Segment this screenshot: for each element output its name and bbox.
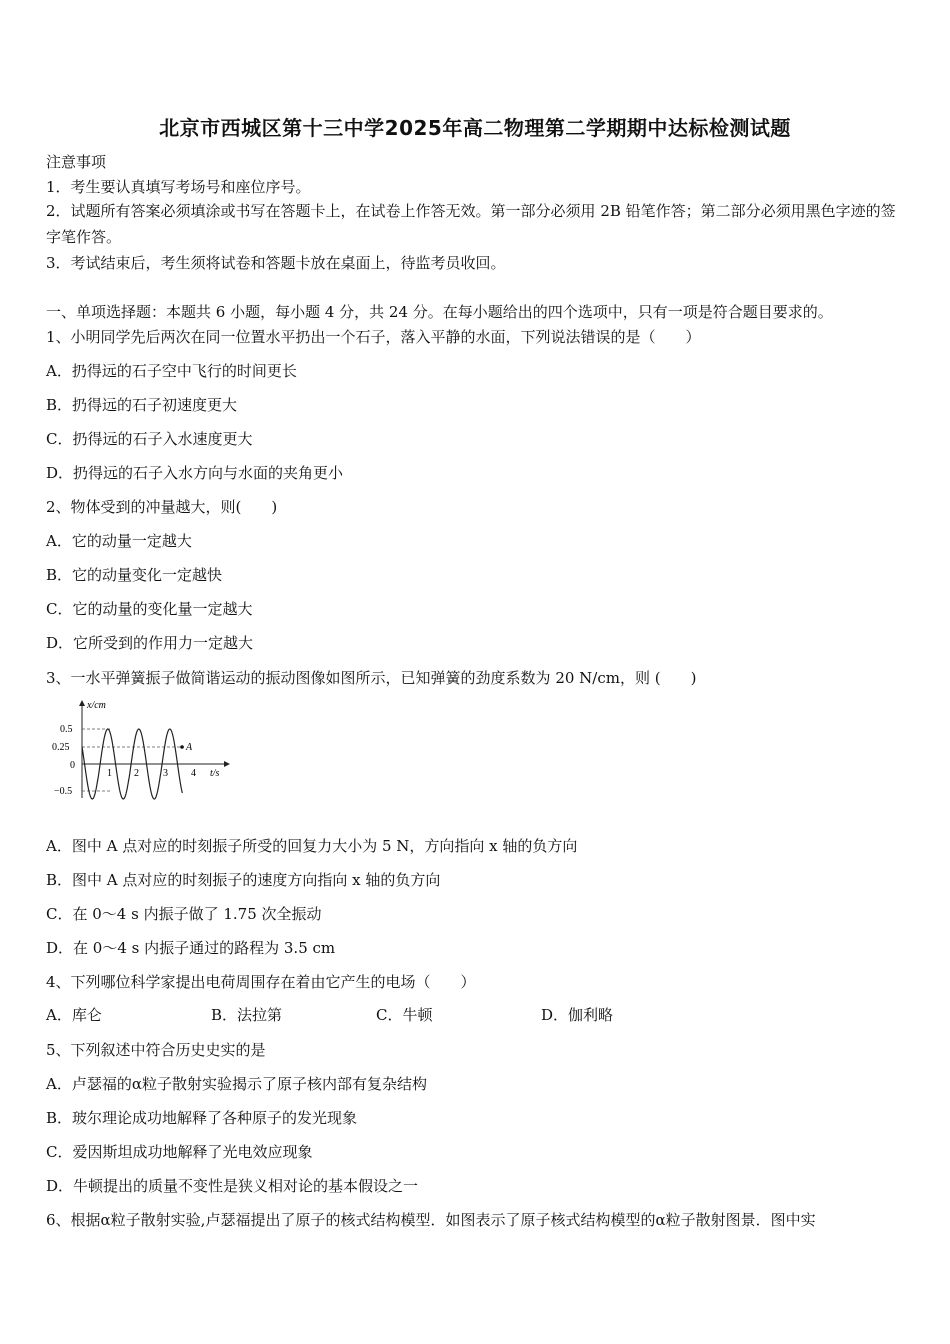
notice-item-2: 2．试题所有答案必须填涂或书写在答题卡上，在试卷上作答无效。第一部分必须用 2B 铅笔作答；第二部分必须用黑色字迹的签字笔作答。 [46, 202, 896, 246]
q4-option-a: A．库仑 [46, 1006, 102, 1024]
y-tick-neg-0.5: −0.5 [54, 786, 73, 797]
q1-option-b: B．扔得远的石子初速度更大 [46, 396, 238, 414]
q1-stem: 1、小明同学先后两次在同一位置水平扔出一个石子，落入平静的水面，下列说法错误的是（ ） [46, 328, 701, 346]
q1-option-c: C．扔得远的石子入水速度更大 [46, 430, 253, 448]
y-tick-0: 0 [70, 760, 75, 771]
q2-option-c: C．它的动量的变化量一定越大 [46, 600, 253, 618]
q1-option-d: D．扔得远的石子入水方向与水面的夹角更小 [46, 464, 344, 482]
q3-option-a: A．图中 A 点对应的时刻振子所受的回复力大小为 5 N，方向指向 x 轴的负方向 [46, 837, 578, 855]
q4-options [46, 1004, 613, 1025]
oscillation-graph [46, 696, 236, 806]
q4-option-c: C．牛顿 [376, 1006, 433, 1024]
q5-option-a: A．卢瑟福的α粒子散射实验揭示了原子核内部有复杂结构 [46, 1075, 427, 1093]
x-axis-arrow [79, 700, 85, 706]
q5-option-d: D．牛顿提出的质量不变性是狭义相对论的基本假设之一 [46, 1177, 419, 1195]
notice-heading: 注意事项 [46, 153, 107, 171]
q4-stem: 4、下列哪位科学家提出电荷周围存在着由它产生的电场（ ） [46, 973, 476, 991]
q2-stem: 2、物体受到的冲量越大，则( ) [46, 498, 278, 516]
notice-item-1: 1．考生要认真填写考场号和座位序号。 [46, 178, 311, 196]
page-title: 北京市西城区第十三中学2025年高二物理第二学期期中达标检测试题 [159, 116, 791, 140]
point-a [180, 745, 184, 749]
q3-stem: 3、一水平弹簧振子做简谐运动的振动图像如图所示，已知弹簧的劲度系数为 20 N/cm，则 ( ) [46, 669, 697, 687]
q5-option-b: B．玻尔理论成功地解释了各种原子的发光现象 [46, 1109, 358, 1127]
x-tick-2: 2 [134, 768, 139, 779]
q4-option-b: B．法拉第 [211, 1006, 283, 1024]
q2-option-d: D．它所受到的作用力一定越大 [46, 634, 254, 652]
q6-stem: 6、根据α粒子散射实验,卢瑟福提出了原子的核式结构模型．如图表示了原子核式结构模型的α粒子散射图景．图中实 [46, 1211, 816, 1229]
x-axis-label: t/s [210, 768, 220, 779]
q3-option-c: C．在 0～4 s 内振子做了 1.75 次全振动 [46, 905, 322, 923]
q5-stem: 5、下列叙述中符合历史史实的是 [46, 1041, 266, 1059]
q5-option-c: C．爱因斯坦成功地解释了光电效应现象 [46, 1143, 313, 1161]
point-a-label: A [186, 742, 193, 753]
notice-item-3: 3．考试结束后，考生须将试卷和答题卡放在桌面上，待监考员收回。 [46, 254, 506, 272]
q2-option-a: A．它的动量一定越大 [46, 532, 192, 550]
x-tick-1: 1 [107, 768, 112, 779]
q4-option-d: D．伽利略 [541, 1006, 614, 1024]
section-heading: 一、单项选择题：本题共 6 小题，每小题 4 分，共 24 分。在每小题给出的四个选项中，只有一项是符合题目要求的。 [46, 303, 833, 321]
t-axis-arrow [224, 761, 230, 767]
x-tick-4: 4 [191, 768, 196, 779]
y-axis-label: x/cm [87, 700, 106, 711]
y-tick-0.25: 0.25 [52, 742, 70, 753]
x-tick-3: 3 [163, 768, 168, 779]
q1-option-a: A．扔得远的石子空中飞行的时间更长 [46, 362, 297, 380]
y-tick-0.5: 0.5 [60, 724, 73, 735]
q3-option-d: D．在 0～4 s 内振子通过的路程为 3.5 cm [46, 939, 336, 957]
q2-option-b: B．它的动量变化一定越快 [46, 566, 223, 584]
q3-option-b: B．图中 A 点对应的时刻振子的速度方向指向 x 轴的负方向 [46, 871, 441, 889]
